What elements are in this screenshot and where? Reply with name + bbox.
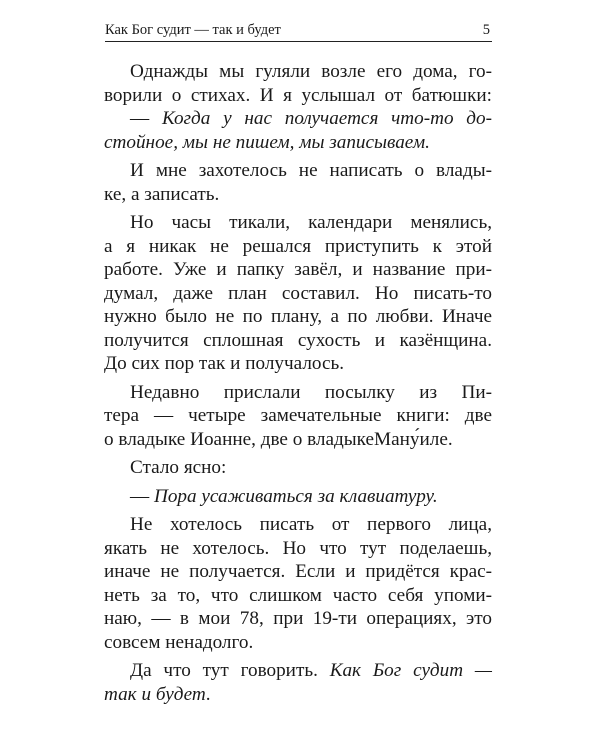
text-line: тера — четыре замечательные книги: две [104,405,492,426]
text-line: И мне захотелось не написать о влады- [130,160,492,181]
text-line: думал, даже план составил. Но писать-то [104,282,492,304]
quote-text: Когда у нас получается что-то до- [161,108,492,129]
text-line [104,107,492,131]
paragraph-1 [104,60,492,154]
page-number: 5 [482,22,490,38]
header-rule [105,41,492,42]
plain-text: Да что тут говорить. [130,660,330,681]
text-line: Недавно прислали посылку из Пи- [130,381,492,403]
quote-text: Пора усаживаться за клавиатуру. [153,485,438,507]
text-line [104,131,492,155]
paragraph-3 [104,211,492,376]
text-line [104,485,492,509]
period: . [205,683,211,705]
paragraph-7 [104,513,492,654]
text-line: совсем ненадолго. [104,631,254,653]
text-line: о владыке Иоанне, две о владыкеМану́иле. [104,428,453,450]
text-line: нужно было не по плану, а по любви. Иначе [104,306,492,327]
dash: — [130,108,162,129]
body-text [104,60,492,706]
paragraph-6 [104,485,492,509]
quote-text: Как Бог судит — [329,660,492,681]
paragraph-8 [104,659,492,706]
text-line [104,659,492,683]
running-title: Как Бог судит — так и будет [105,22,281,38]
text-line: получится сплошная сухость и казёнщина. [104,329,492,351]
text-line: иначе не получается. Если и придётся крас- [104,561,492,582]
text-line: До сих пор так и получалось. [104,353,345,374]
text-line: Но часы тикали, календари менялись, [130,212,492,233]
paragraph-4 [104,381,492,452]
quote-text: так и будет [104,683,206,705]
text-line [104,683,492,707]
text-line: работе. Уже и папку завёл, и название при- [104,259,492,280]
text-line: неть за то, что слишком часто себя упоми- [104,584,492,606]
paragraph-5 [104,456,492,480]
text-line: Не хотелось писать от первого лица, [130,514,492,535]
text-line: Однажды мы гуляли возле его дома, го- [130,61,492,82]
text-line: якать не хотелось. Но что тут поделаешь, [104,537,492,559]
text-line: а я никак не решался приступить к этой [104,235,492,257]
text-line: ке, а записать. [104,183,220,205]
dash: — [130,485,154,507]
text-line: ворили о стихах. И я услышал от батюшки: [104,84,492,106]
text-line: Стало ясно: [130,457,227,478]
quote-text: стойное, мы не пишем, мы записываем. [104,131,430,153]
paragraph-2 [104,159,492,206]
text-line: наю, — в мои 78, при 19-ти операциях, это [104,608,492,629]
